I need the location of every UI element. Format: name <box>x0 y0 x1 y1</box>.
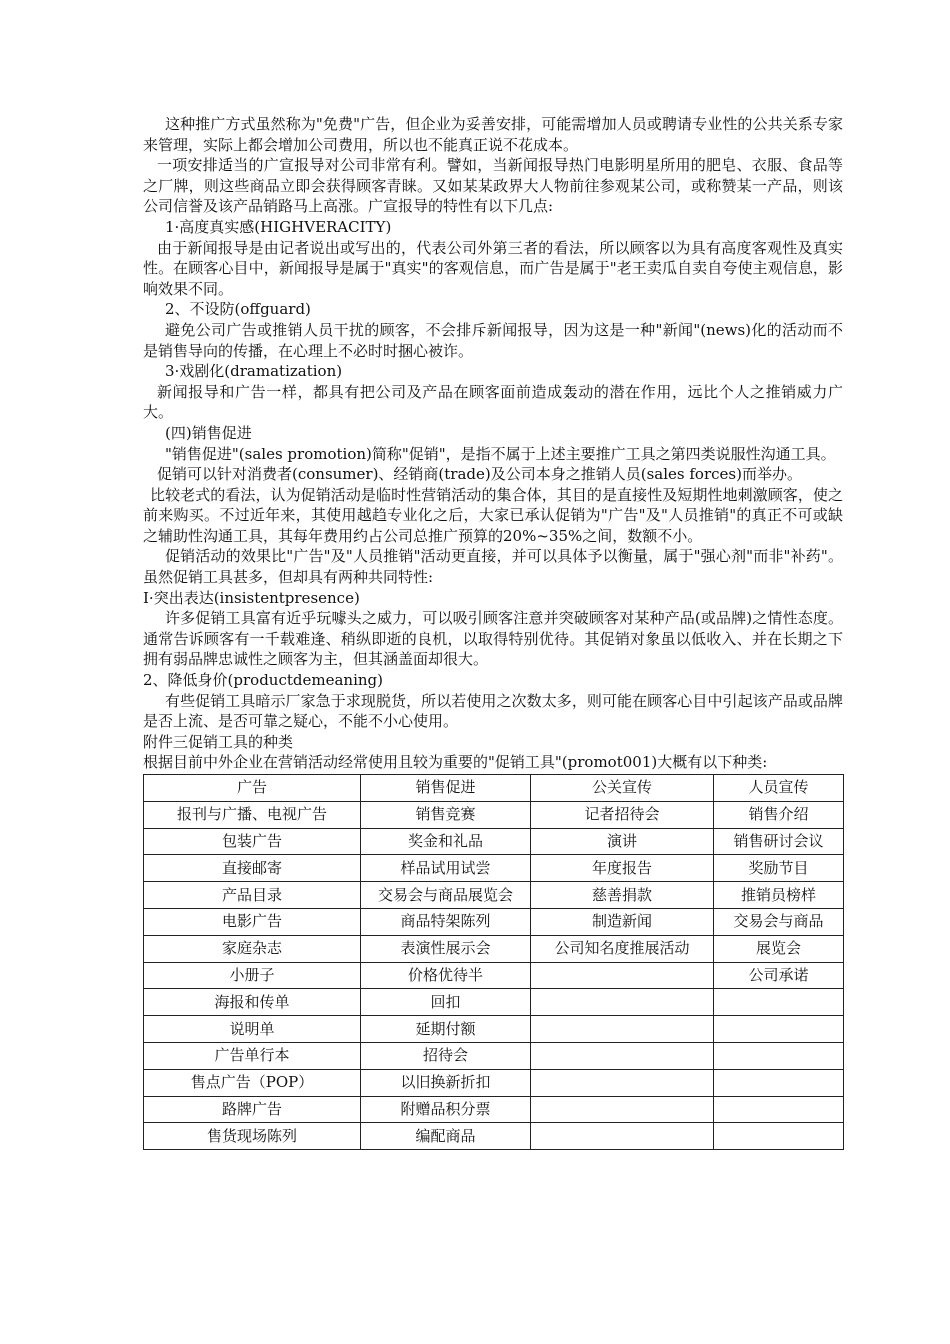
column-header: 销售促进 <box>361 775 531 802</box>
table-row <box>144 882 844 909</box>
column-header: 广告 <box>144 775 361 802</box>
table-row <box>144 1016 844 1043</box>
table-cell: 年度报告 <box>531 855 714 882</box>
paragraph: 许多促销工具富有近乎玩噱头之威力，可以吸引顾客注意并突破顾客对某种产品(或品牌)之情性态度。通常告诉顾客有一千载难逢、稍纵即逝的良机，以取得特别优待。其促销对象虽以低收入、并在长期之下拥有弱品牌忠诚性之顾客为主，但其涵盖面却很大。 <box>143 609 843 669</box>
column-header: 公关宣传 <box>531 775 714 802</box>
table-cell <box>714 1016 844 1043</box>
table-row <box>144 801 844 828</box>
table-cell: 说明单 <box>144 1016 361 1043</box>
column-header: 人员宣传 <box>714 775 844 802</box>
table-row <box>144 935 844 962</box>
table-row <box>144 1042 844 1069</box>
table-row <box>144 1096 844 1123</box>
table-cell: 附赠品积分票 <box>361 1096 531 1123</box>
table-cell: 回扣 <box>361 989 531 1016</box>
table-cell: 奖励节目 <box>714 855 844 882</box>
paragraph: I·突出表达(insistentpresence) <box>143 588 360 607</box>
paragraph: 促销活动的效果比"广告"及"人员推销"活动更直接，并可以具体予以衡量，属于"强心剂"而非"补药"。虽然促销工具甚多，但却具有两种共同特性: <box>143 547 843 587</box>
paragraph: 促销可以针对消费者(consumer)、经销商(trade)及公司本身之推销人员(sales forces)而举办。 <box>157 465 802 484</box>
table-cell: 公司承诺 <box>714 962 844 989</box>
table-cell <box>714 1042 844 1069</box>
table-cell: 样品试用试尝 <box>361 855 531 882</box>
table-row <box>144 1123 844 1150</box>
table-cell <box>531 962 714 989</box>
table-cell: 售货现场陈列 <box>144 1123 361 1150</box>
table-cell: 电影广告 <box>144 908 361 935</box>
table-row <box>144 962 844 989</box>
paragraph: 2、不设防(offguard) <box>165 300 311 319</box>
table-row <box>144 828 844 855</box>
table-cell <box>714 1096 844 1123</box>
table-cell <box>531 1016 714 1043</box>
paragraph: 避免公司广告或推销人员干扰的顾客，不会排斥新闻报导，因为这是一种"新闻"(news)化的活动而不是销售导向的传播，在心理上不必时时捆心被诈。 <box>143 320 843 360</box>
table-row <box>144 908 844 935</box>
table-cell: 售点广告（POP） <box>144 1069 361 1096</box>
table-cell: 商品特架陈列 <box>361 908 531 935</box>
paragraph: "销售促进"(sales promotion)简称"促销"，是指不属于上述主要推广工具之第四类说服性沟通工具。 <box>165 444 836 463</box>
table-cell: 销售介绍 <box>714 801 844 828</box>
table-cell: 报刊与广播、电视广告 <box>144 801 361 828</box>
table-cell: 表演性展示会 <box>361 935 531 962</box>
table-cell: 展览会 <box>714 935 844 962</box>
paragraph: (四)销售促进 <box>165 423 252 442</box>
table-cell <box>714 1069 844 1096</box>
table-cell: 路牌广告 <box>144 1096 361 1123</box>
table-cell: 奖金和礼品 <box>361 828 531 855</box>
table-cell: 家庭杂志 <box>144 935 361 962</box>
table-cell: 制造新闻 <box>531 908 714 935</box>
table-cell: 编配商品 <box>361 1123 531 1150</box>
paragraph: 1·高度真实感(HIGHVERACITY) <box>165 217 392 236</box>
paragraph: 新闻报导和广告一样，都具有把公司及产品在顾客面前造成轰动的潜在作用，远比个人之推销威力广大。 <box>143 382 843 422</box>
table-cell: 海报和传单 <box>144 989 361 1016</box>
table-cell: 招待会 <box>361 1042 531 1069</box>
table-cell: 演讲 <box>531 828 714 855</box>
table-row <box>144 1069 844 1096</box>
table-row <box>144 989 844 1016</box>
table-cell: 包装广告 <box>144 828 361 855</box>
promotion-tools-table <box>143 774 844 1150</box>
table-cell: 慈善捐款 <box>531 882 714 909</box>
table-row <box>144 855 844 882</box>
table-cell: 广告单行本 <box>144 1042 361 1069</box>
table-cell <box>531 1042 714 1069</box>
table-cell: 销售竞赛 <box>361 801 531 828</box>
table-cell: 推销员榜样 <box>714 882 844 909</box>
paragraph: 3·戏剧化(dramatization) <box>165 362 343 381</box>
table-cell: 延期付额 <box>361 1016 531 1043</box>
table-cell: 交易会与商品展览会 <box>361 882 531 909</box>
table-cell: 小册子 <box>144 962 361 989</box>
table-cell: 交易会与商品 <box>714 908 844 935</box>
table-cell <box>714 1123 844 1150</box>
table-header-row <box>144 775 844 802</box>
paragraph: 有些促销工具暗示厂家急于求现脱货，所以若使用之次数太多，则可能在顾客心目中引起该产品或品牌是否上流、是否可靠之疑心，不能不小心使用。 <box>143 691 843 731</box>
table-cell: 以旧换新折扣 <box>361 1069 531 1096</box>
table-cell: 公司知名度推展活动 <box>531 935 714 962</box>
document-page <box>143 114 843 1150</box>
table-cell <box>714 989 844 1016</box>
paragraph: 2、降低身价(productdemeaning) <box>143 671 383 690</box>
paragraph: 一项安排适当的广宣报导对公司非常有利。譬如，当新闻报导热门电影明星所用的肥皂、衣服、食品等之厂牌，则这些商品立即会获得顾客青睐。又如某某政界大人物前往参观某公司，或称赞某一产品，则该公司信誉及该产品销路马上高涨。广宣报导的特性有以下几点: <box>143 156 843 216</box>
table-cell <box>531 1123 714 1150</box>
table-cell: 价格优待半 <box>361 962 531 989</box>
paragraph: 比较老式的看法，认为促销活动是临时性营销活动的集合体，其目的是直接性及短期性地刺激顾客，使之前来购买。不过近年来，其使用越趋专业化之后，大家已承认促销为"广告"及"人员推销"的真正不可或缺之辅助性沟通工具，其每年费用约占公司总推广预算的20%~35%之间，数额不小。 <box>143 485 843 545</box>
table-cell <box>531 1096 714 1123</box>
table-cell <box>531 989 714 1016</box>
paragraph: 由于新闻报导是由记者说出或写出的，代表公司外第三者的看法，所以顾客以为具有高度客观性及真实性。在顾客心目中，新闻报导是属于"真实"的客观信息，而广告是属于"老王卖瓜自卖自夸使主观信息，影响效果不同。 <box>143 238 843 298</box>
table-cell: 直接邮寄 <box>144 855 361 882</box>
table-cell: 产品目录 <box>144 882 361 909</box>
table-cell: 记者招待会 <box>531 801 714 828</box>
paragraph: 根据目前中外企业在营销活动经常使用且较为重要的"促销工具"(promot001)大概有以下种类: <box>143 753 768 772</box>
paragraph: 这种推广方式虽然称为"免费"广告，但企业为妥善安排，可能需增加人员或聘请专业性的公共关系专家来管理，实际上都会增加公司费用，所以也不能真正说不花成本。 <box>143 115 843 154</box>
table-cell <box>531 1069 714 1096</box>
table-cell: 销售研讨会议 <box>714 828 844 855</box>
paragraph: 附件三促销工具的种类 <box>143 732 294 751</box>
document-body <box>143 114 843 773</box>
